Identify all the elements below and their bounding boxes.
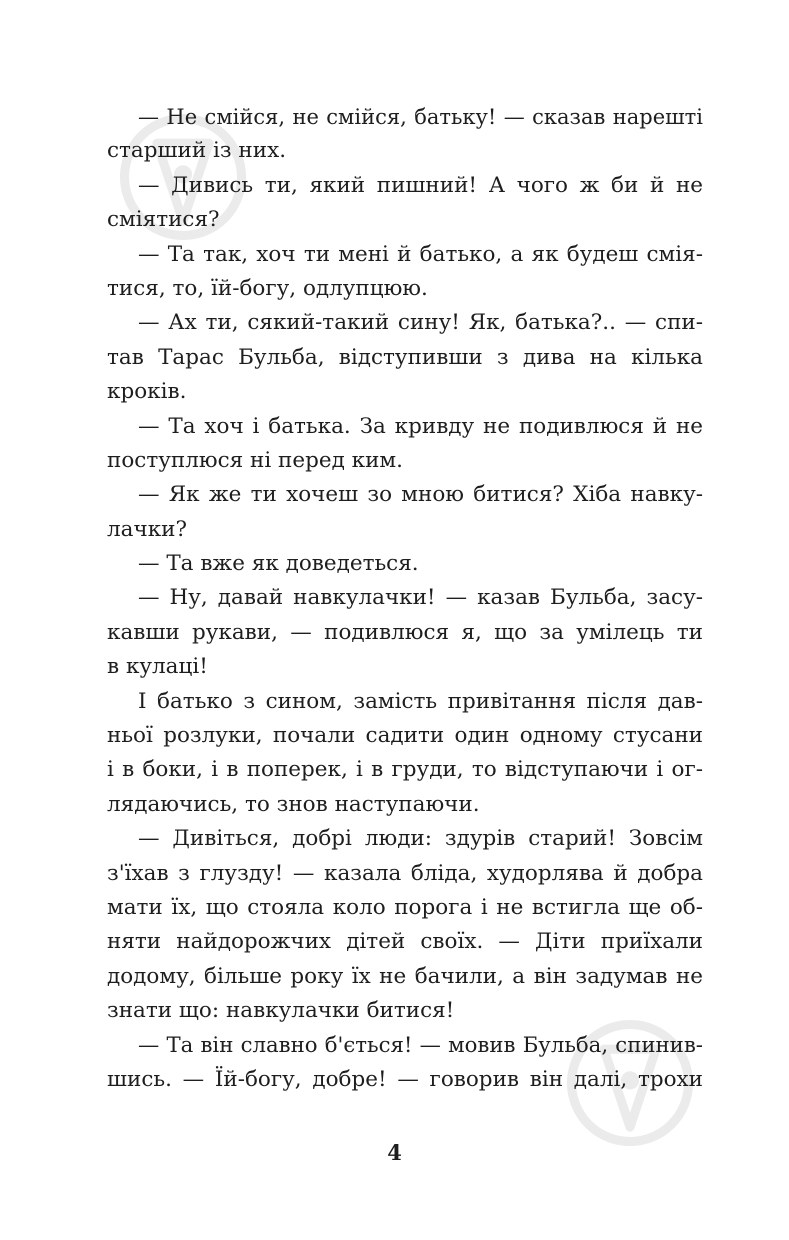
text-line: поступлюся ні перед ким.	[107, 447, 403, 473]
text-line: кроків.	[107, 379, 187, 405]
text-line: — Дивись ти, який пишний! А чого ж би й не	[138, 172, 703, 198]
text-line: — Як же ти хочеш зо мною битися? Хіба навку-	[138, 482, 703, 508]
text-line: — Та вже як доведеться.	[138, 551, 419, 577]
text-line: — Дивіться, добрі люди: здурів старий! Зовсім	[138, 826, 703, 852]
text-line: і в боки, і в поперек, і в груди, то відступаючи і ог-	[107, 757, 703, 783]
text-line: — Та він славно б'ється! — мовив Бульба, спинив-	[138, 1032, 703, 1058]
text-line: няти найдорожчих дітей своїх. — Діти приїхали	[107, 929, 703, 955]
text-line: старший із них.	[107, 138, 287, 164]
text-line: лачки?	[107, 516, 187, 542]
text-line: знати що: навкулачки битися!	[107, 998, 455, 1024]
text-line: — Та так, хоч ти мені й батько, а як будеш смія-	[138, 241, 703, 267]
text-line: — Та хоч і батька. За кривду не подивлюся й не	[138, 413, 703, 439]
text-line: тав Тарас Бульба, відступивши з дива на кілька	[107, 344, 703, 370]
text-line: шись. — Їй-богу, добре! — говорив він далі, трохи	[107, 1066, 703, 1092]
page-number: 4	[387, 1140, 402, 1165]
text-line: кавши рукави, — подивлюся я, що за умілець ти	[107, 619, 703, 645]
text-line: ньої розлуки, почали садити один одному стусани	[107, 723, 703, 749]
text-line: — Ах ти, сякий-такий сину! Як, батька?.. — спи-	[138, 310, 703, 336]
text-line: тися, то, їй-богу, одлупцюю.	[107, 275, 428, 301]
text-line: додому, більше року їх не бачили, а він задумав не	[107, 963, 703, 989]
text-line: — Ну, давай навкулачки! — казав Бульба, засу-	[138, 585, 703, 611]
text-line: лядаючись, то знов наступаючи.	[107, 791, 480, 817]
text-line: мати їх, що стояла коло порога і не встигла ще об-	[107, 894, 703, 920]
text-line: з'їхав з глузду! — казала бліда, худорлява й добра	[107, 860, 703, 886]
text-line: — Не смійся, не смійся, батьку! — сказав нарешті	[138, 105, 703, 129]
text-line: в кулаці!	[107, 654, 208, 680]
text-line: І батько з сином, замість привітання після дав-	[138, 688, 703, 714]
text-line: сміятися?	[107, 207, 220, 233]
page-body-text	[107, 100, 703, 1097]
